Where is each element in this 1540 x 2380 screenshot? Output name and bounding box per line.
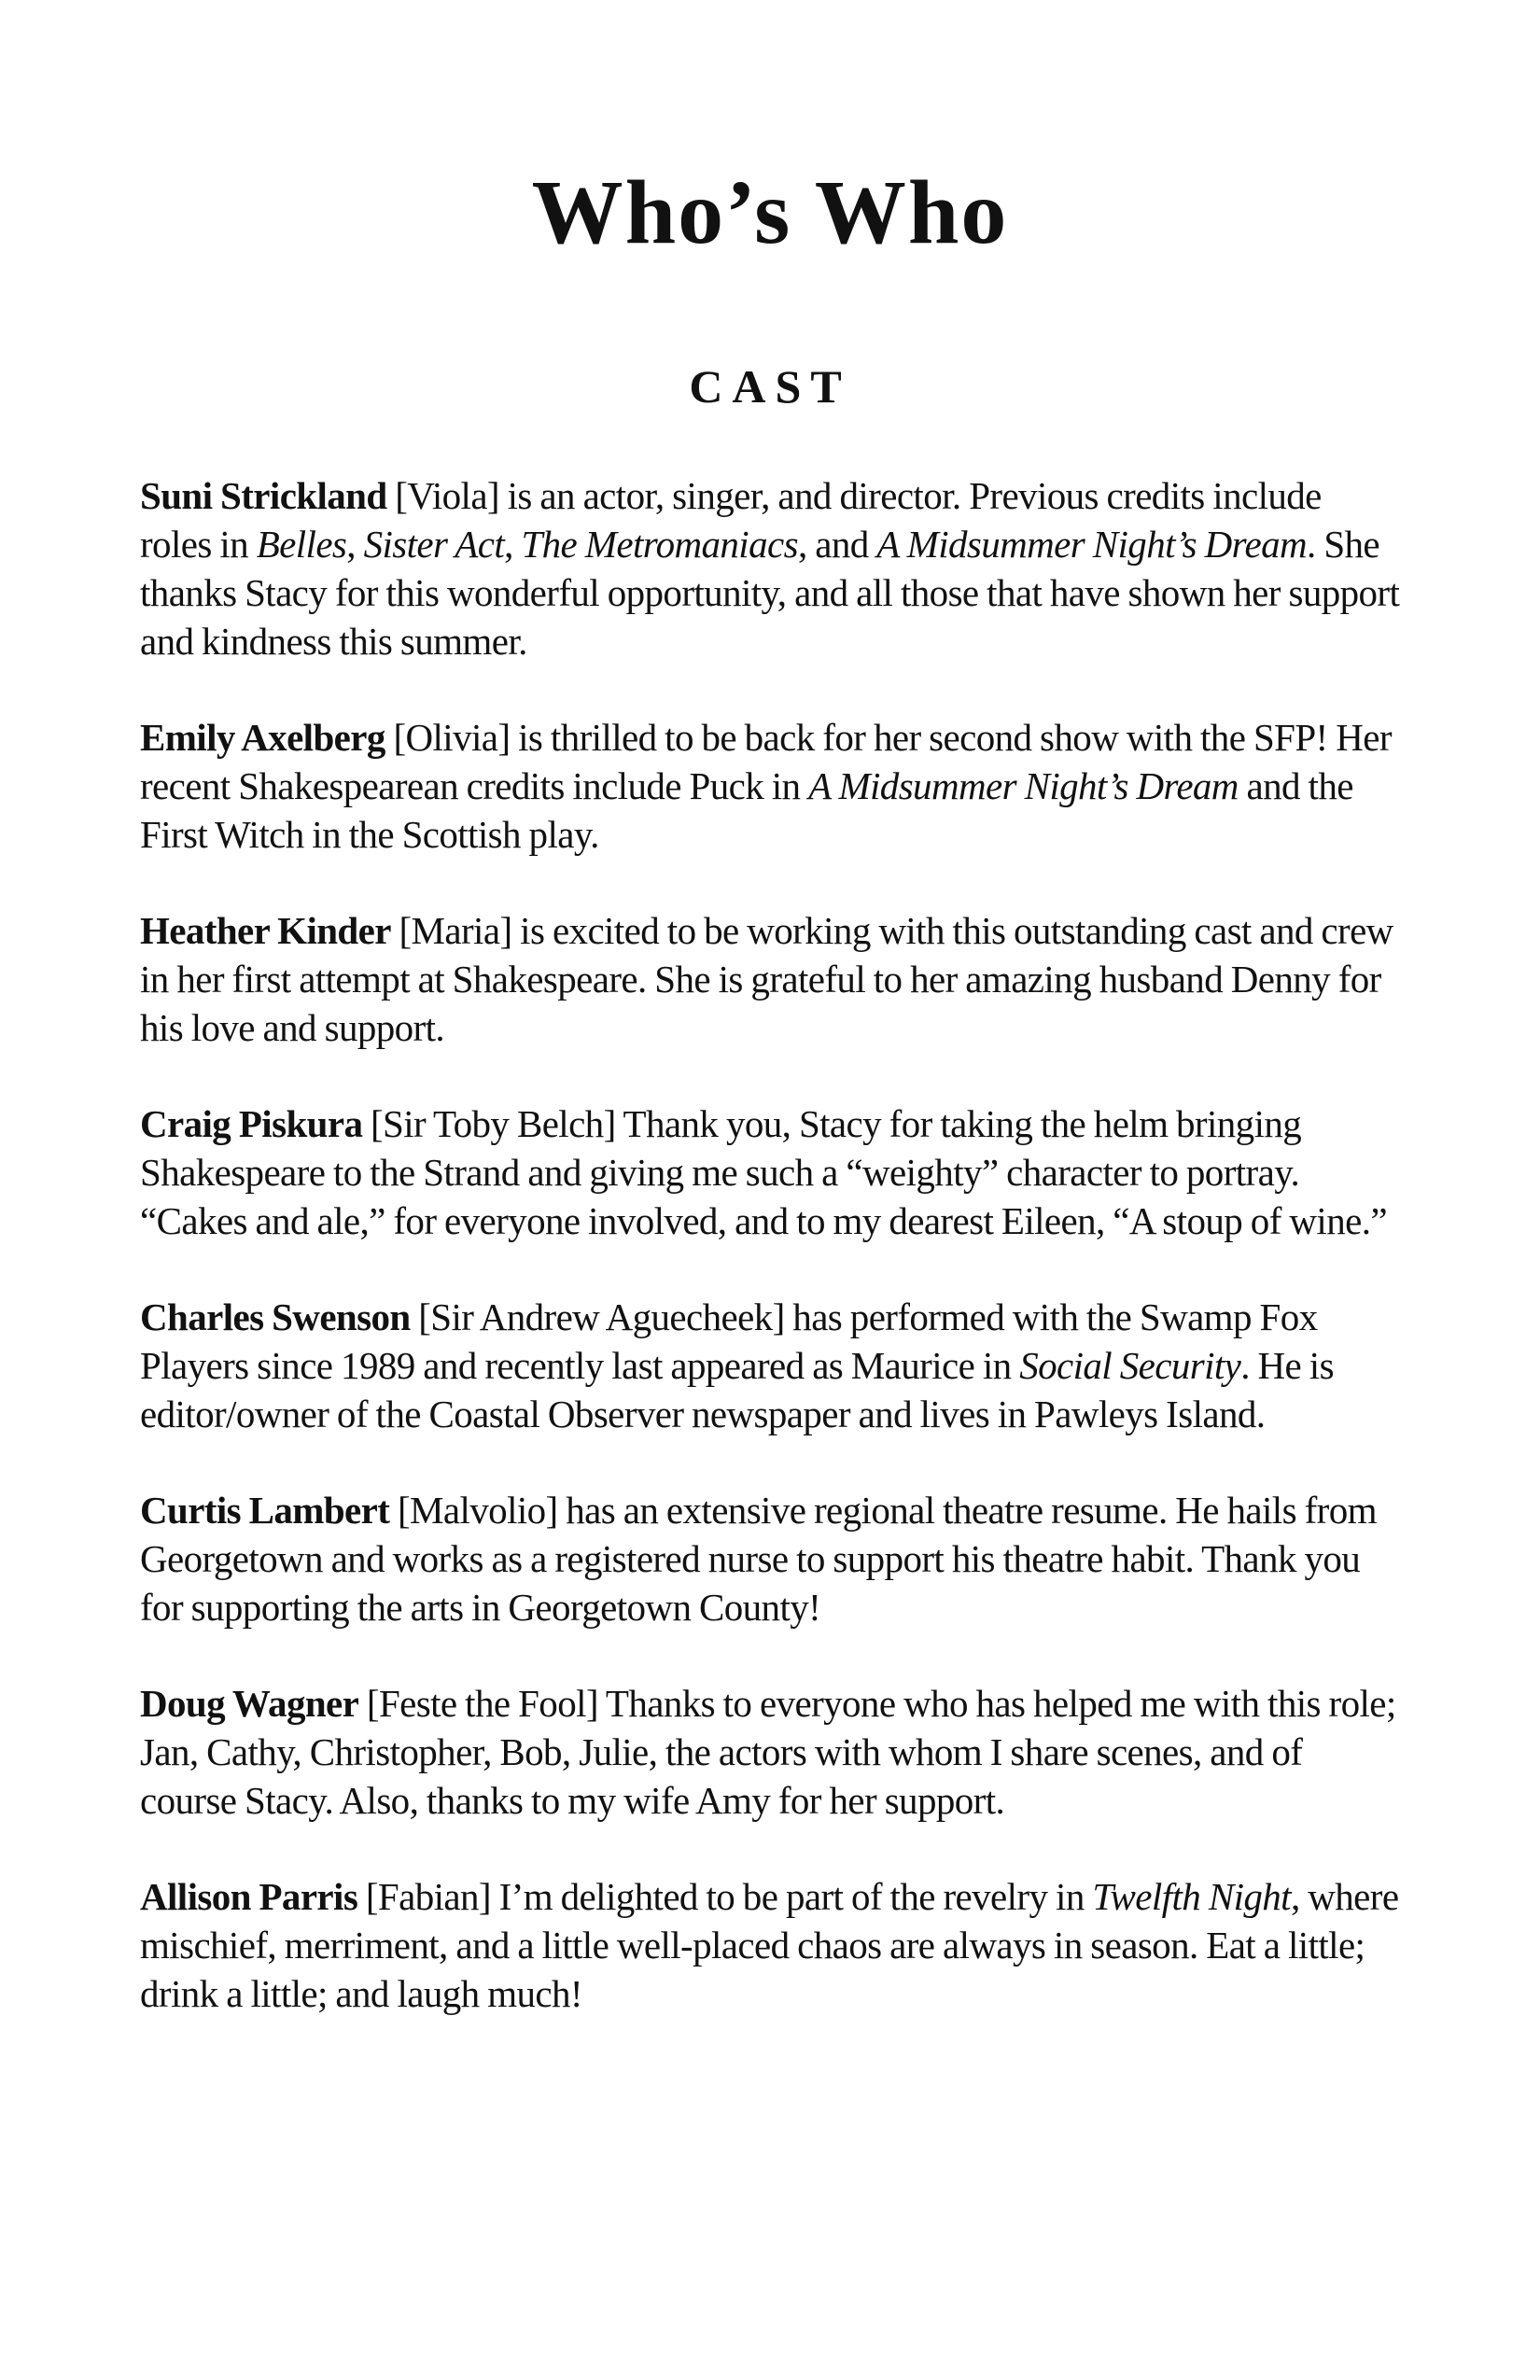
- cast-member-name: Craig Piskura: [140, 1102, 363, 1145]
- bio-text-run: . He is editor/owner of the Coastal Observer newspaper and lives in Pawleys Island.: [140, 1344, 1334, 1435]
- cast-bio: [140, 713, 1400, 859]
- cast-bio: [140, 1293, 1400, 1438]
- bio-text-run: is an actor, singer, and director. Previous credits include roles in: [140, 474, 1322, 566]
- cast-bio: [140, 1099, 1400, 1245]
- cast-member-role: [Sir Andrew Aguecheek]: [418, 1295, 785, 1338]
- cast-member-role: [Feste the Fool]: [366, 1682, 598, 1725]
- cast-member-role: [Malvolio]: [397, 1489, 558, 1532]
- cast-member-role: [Olivia]: [393, 716, 511, 759]
- cast-bio: [140, 471, 1400, 665]
- bio-text-run: . She thanks Stacy for this wonderful opportunity, and all those that have shown her support and kindness this summer.: [140, 523, 1400, 663]
- bio-text-run: Thank you, Stacy for taking the helm bringing Shakespeare to the Strand and giving me such a “weighty” character to portray. “Cakes and ale,” for everyone involved, and to my dearest Eileen, “A stoup of wine.”: [140, 1102, 1387, 1242]
- cast-member-name: Suni Strickland: [140, 474, 387, 517]
- cast-member-name: Doug Wagner: [140, 1682, 359, 1725]
- work-title: Sister Act: [363, 523, 505, 566]
- bio-text-run: has an extensive regional theatre resume. He hails from Georgetown and works as a registered nurse to support his theatre habit. Thank you for supporting the arts in Georgetown County!: [140, 1489, 1377, 1629]
- cast-member-role: [Fabian]: [365, 1875, 491, 1918]
- cast-member-name: Charles Swenson: [140, 1295, 411, 1338]
- cast-member-role: [Viola]: [395, 474, 499, 517]
- bio-text-run: is thrilled to be back for her second show with the SFP! Her recent Shakespearean credits include Puck in: [140, 716, 1392, 807]
- cast-member-name: Allison Parris: [140, 1875, 358, 1918]
- cast-member-role: [Maria]: [399, 909, 512, 952]
- cast-bio: [140, 906, 1400, 1052]
- work-title: A Midsummer Night’s Dream: [808, 764, 1239, 807]
- work-title: Social Security: [1019, 1344, 1241, 1387]
- bio-text-run: is excited to be working with this outstanding cast and crew in her first attempt at Shakespeare. She is grateful to her amazing husband Denny for his love and support.: [140, 909, 1393, 1049]
- bio-text-run: , and: [797, 523, 877, 566]
- bio-text-run: I’m delighted to be part of the revelry in: [490, 1875, 1093, 1918]
- bio-text-run: Thanks to everyone who has helped me with this role; Jan, Cathy, Christopher, Bob, Julie, the actors with whom I share scenes, and of course Stacy. Also, thanks to my wife Amy for her support.: [140, 1682, 1396, 1822]
- section-heading-cast: CAST: [689, 360, 851, 413]
- bio-text-run: and the First Witch in the Scottish play.: [140, 764, 1353, 856]
- bio-text-run: , where mischief, merriment, and a little well-placed chaos are always in season. Eat a little; drink a little; and laugh much!: [140, 1875, 1399, 2015]
- bio-text-run: ,: [504, 523, 522, 566]
- cast-member-name: Emily Axelberg: [140, 716, 385, 759]
- cast-member-name: Heather Kinder: [140, 909, 391, 952]
- bio-text-run: ,: [346, 523, 364, 566]
- cast-member-role: [Sir Toby Belch]: [371, 1102, 616, 1145]
- page-title: Who’s Who: [531, 162, 1009, 263]
- work-title: The Metromaniacs: [521, 523, 798, 566]
- work-title: Twelfth Night: [1092, 1875, 1291, 1918]
- cast-bio: [140, 1679, 1400, 1825]
- work-title: A Midsummer Night’s Dream: [876, 523, 1308, 566]
- cast-bio: [140, 1486, 1400, 1631]
- bio-text-run: has performed with the Swamp Fox Players since 1989 and recently last appeared as Maurice in: [140, 1295, 1318, 1387]
- cast-bio-list: [140, 471, 1400, 2065]
- cast-bio: [140, 1872, 1400, 2018]
- work-title: Belles: [256, 523, 347, 566]
- cast-member-name: Curtis Lambert: [140, 1489, 390, 1532]
